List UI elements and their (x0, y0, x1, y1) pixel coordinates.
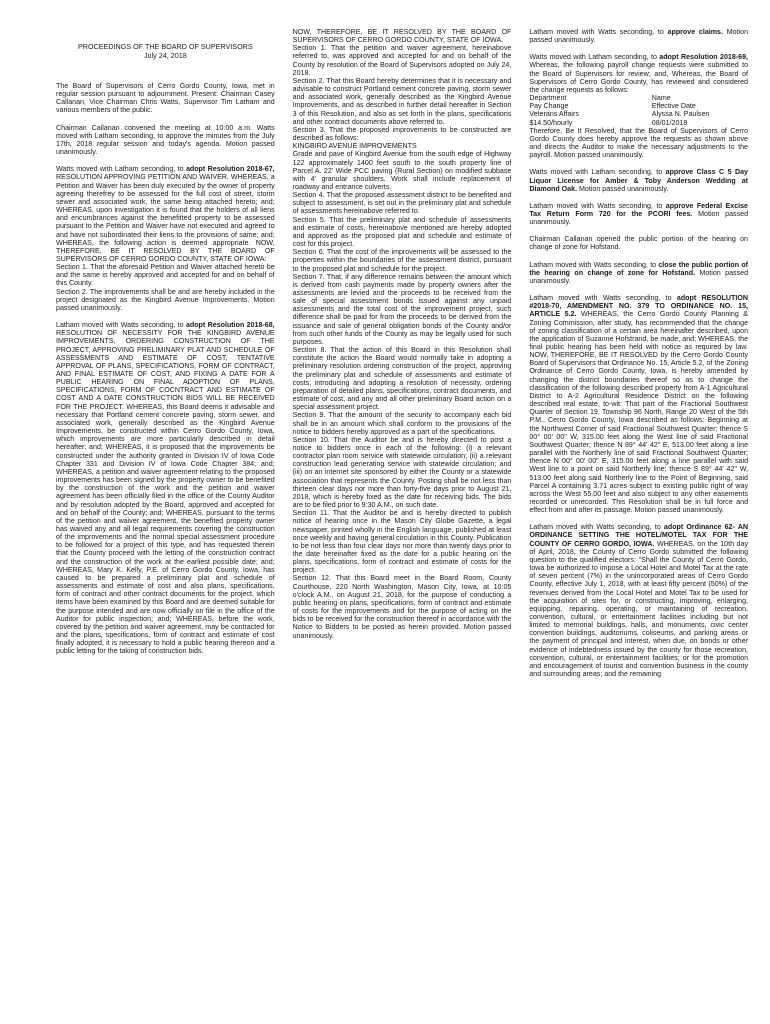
excise-tax-title: approve Federal Excise Tax Return Form 720 for the PCORI fees. (529, 201, 748, 218)
payroll-cell: Name (651, 94, 671, 103)
header-title: PROCEEDINGS OF THE BOARD OF SUPERVISORS (78, 42, 253, 51)
resolution-2018-68-paragraph (56, 321, 275, 655)
section-3: Section 3. That the proposed improvements to be constructed are described as follows: (292, 125, 512, 143)
meeting-attendance-paragraph: The Board of Supervisors of Cerro Gordo County, Iowa, met in regular session pursuant to adjournment. Present: Chairman Casey Callanan, Vice Chairman Chris Watts, Supervisor Tim Latham and various members of the public. (56, 82, 275, 115)
section-11: Section 11. That the Auditor be and is hereby directed to publish notice of hearing once in the Mason City Globe Gazette, a legal newspaper, printed wholly in the English language, published at least once weekly and having general circulation in this County. Publication to be not less than four clear days nor more than twenty days prior to the date hereinafter fixed as the date for a public hearing on the plans, specifications, form of contract and estimate of costs for the project. (292, 509, 512, 575)
resolved-clause: NOW, THEREFORE, BE IT RESOLVED BY THE BOARD OF SUPERVISORS OF CERRO GORDO COUNTY, STATE OF IOWA: (292, 28, 512, 45)
section-6: Section 6. That the cost of the improvements will be assessed to the properties within the boundaries of the assessment district, pursuant to the proposed plat and schedule for the project. (292, 248, 512, 273)
claims-result: Motion passed unanimously. (529, 28, 749, 45)
liquor-license-title: approve Class C 5 Day Liquor License for Amber & Toby Anderson Wedding at Diamond Oak. (529, 168, 749, 193)
motion-intro: Watts moved with Latham seconding, to (529, 53, 660, 62)
section-2: Section 2. That this Board hereby determines that it is necessary and advisable to construct Portland cement concrete paving, storm sewer and associated work, generally described as the Kingbird Avenue Improvements, and as described in further detail hereafter in Section 3 of this Resolution, and also as set forth in the plans, specifications and other contract documents above referred to. (292, 76, 512, 126)
resolution-2018-67-body: RESOLUTION APPROVING PETITION AND WAIVER. WHEREAS, a Petition and Waiver has been duly executed by the owner of property agreeing therefrey to be assessed for the full cost of street, storm sewer and associated work, the same being attached hereto; and; WHEREAS, upon investigation it is found that the holders of all liens and encumbrances against the benefitted property to be assessed pursuant to the Petition and Waiver have not executed and agreed to and have not subordinated their liens to the provisions of same; and; WHEREAS, the following action is deemed appropriate. NOW, THEREFORE, BE IT RESOLVED BY THE BOARD OF SUPERVISORS OF CERRO GORDO COUNTY, STATE OF IOWA: (56, 173, 275, 263)
claims-title: approve claims. (667, 28, 723, 36)
resolution-2018-68-body: RESOLUTION OF NECESSITY FOR THE KINGBIRD AVENUE IMPROVEMENTS, ORDERING CONSTRUCTION OF THE PROJECT, APPROVING PRELIMINARY PLAT AND SCHEDULE OF ASSESSMENTS AND ESTIMATE OF COST, TENTATIVE APPROVAL OF PLANS, SPECIFICATIONS, FORM OF CONTRACT, AND FINAL ESTIMATE OF COST, AND FIXING A DATE FOR A PUBLIC HEARING ON FINAL ADOPTION OF PLANS, SPECIFICATIONS, FORM OF COCNTRACT AND ESTIMATE OF COST AND A DATE CONSTRUCTION BIDS WILL BE RECEIVED FOR THE PROJECT. WHEREAS, this Board deems it advisable and necessary that Portland cement concrete paving, storm sewer, and associated work, generally described as the Kingbird Avenue Improvements, be constructed within Cerro Gordo County, Iowa, which improvements are more particularly described in detail hereafter; and; WHEREAS, it is proposed that the improvements be constructed under the authority granted in Division IV of Iowa Code Chapter 331 and Division IV of Iowa Code Chapter 384; and; WHEREAS, a petition and waiver agreement relating to the proposed improvements has been signed by the property owner to be benefited by the construction of the work and the petition and waiver agreement has been officially filed in the office of the County Auditor and by resolution adopted by the Board, approved and accepted for and on behalf of the County; and; WHEREAS, pursuant to the terms of the petition and waiver agreement, the benefited property owner has waived any and all legal requirements covering the construction of the improvements and the normal special assessment procedure to be followed for a project of this type, and has requested therein that the County proceed with the letting of the construction contract and the construction of the work at the earliest possible date; and; WHEREAS, Mary K. Kelly, P.E. of Cerro Gordo County, Iowa, has caused to be prepared a preliminary plat and schedule of assessments and estimate of cost and also plans, specifications, form of contract and other contract documents for the project, which items have been examined by this Board and are deemed suitable for the purpose intended and are now officially on file in the office of the Auditor for public inspection; and; WHEREAS, before the work, covered by the petition and waiver agreement, may be contracted for and the plans, specifications, form of contract and estimate of cost finally adopted, it is necessary to hold a public hearing thereon and a public letting for the taking of construction bids. (56, 329, 275, 656)
payroll-cell: Department (529, 94, 567, 103)
payroll-row (529, 102, 748, 110)
section-7: Section 7. That, if any difference remains between the amount which is derived from cash payments made by property owners after the assessments are levied and the proceeds to be received from the sale of special assessment bonds issued against any unpaid assessments and the total cost of the improvement project, such difference shall be paid for from the proceeds to be derived from the issuance and sale of general obligation bonds of the County and/or from such other funds of the County as may be legally used for such purposes. (292, 272, 512, 346)
payroll-row (529, 110, 748, 118)
resolution-2018-67-section-2: Section 2. The improvements shall be and are hereby included in the project designated as the Kingbird Avenue Improvements. Motion passed unanimously. (56, 287, 275, 312)
minutes-approval-paragraph: Chairman Callanan convened the meeting at 10:00 a.m. Watts moved with Latham seconding, to approve the minutes from the July 17th, 2018 regular session and today's agenda. Motion passed unanimously. (56, 123, 275, 157)
payroll-row (529, 94, 748, 102)
resolution-2018-69-block (529, 53, 748, 159)
motion-intro: Latham moved with Watts seconding, to (529, 294, 677, 303)
resolution-2018-67-section-1: Section 1. That the aforesaid Petition and Waiver attached hereto be and the same is hereby approved and accepted for and on behalf of this County. (56, 263, 275, 288)
resolution-2018-69-conclusion: Therefore, Be It Resolved, that the Board of Supervisors of Cerro Gordo County does hereby approve the requests as shown above and directs the Auditor to make the necessary adjustments to the payroll. Motion passed unanimously. (529, 126, 749, 160)
resolution-2018-67-text (56, 165, 275, 263)
hearing-opened-paragraph: Chairman Callanan opened the public portion of the hearing on change of zone for Hofstand. (529, 235, 749, 252)
resolution-2018-70-paragraph (529, 294, 748, 514)
section-12: Section 12. That this Board meet in the Board Room, County Courthouse, 220 North Washington, Mason City, Iowa, at 10:05 o'clock A.M., on August 21, 2018, for the purpose of conducting a public hearing on plans, specifications, form of contract and estimate of costs for the improvements and for the purpose of acting on the bids to be received for the construction thereof in accordance with the Notice to Bidders to be posted as herein provided. Motion passed unanimously. (292, 574, 512, 640)
liquor-license-result: Motion passed unanimously. (577, 184, 669, 193)
section-10: Section 10. That the Auditor be and is hereby directed to post a notice to bidders once in each of the following: (i) a relevant contractor plan room service with statewide circulation; (ii) a relevant construction lead generating service with statewide circulation; and (iii) on an internet site sponsored by either the County or a statewide association that represents the County. Posting shall be not less than thirteen clear days nor more than forty-five days prior to August 21, 2018, which is hereby fixed as the date for receiving bids. The bids are to be filed prior to 9:30 A.M., on such date. (292, 435, 512, 510)
ordinance-62-paragraph (529, 523, 748, 678)
excise-tax-motion (529, 202, 748, 226)
payroll-cell: Alyssa N. Paulsen (651, 110, 710, 119)
hearing-closed-result: Motion passed unanimously. (529, 268, 749, 285)
header-date: July 24, 2018 (143, 51, 187, 60)
motion-intro: Latham moved with Watts seconding, to (56, 321, 186, 330)
motion-intro: Latham moved with Watts seconding, to (529, 260, 659, 269)
section-4: Section 4. That the proposed assessment district to be benefited and subject to assessment, is set out in the preliminary plat and schedule of assessments hereinabove referred to. (292, 191, 512, 216)
motion-intro: Latham moved with Watts seconding, to (529, 201, 666, 210)
hearing-closed-motion (529, 261, 748, 285)
ordinance-62-title: adopt Ordinance 62- AN ORDINANCE SETTING THE HOTEL/MOTEL TAX FOR THE COUNTY OF CERRO GORDO, IOWA. (529, 523, 749, 548)
section-8: Section 8. That the action of this Board in this Resolution shall constitute the action the Board would normally take in adopting a preliminary resolution ordering construction of the project, approving the preliminary plat and schedule of assessments and estimate of costs, introducing and adopting a resolution of necessity, ordering preparation of detailed plans, specifications, contract documents, and estimate of cost, and any and all other preliminary Board action on a special assessment project. (292, 346, 512, 412)
claims-motion (529, 28, 748, 44)
section-3-description: Grade and pave of Kingbird Avenue from the south edge of Highway 122 approximately 1400 feet south to the south property line of Parcel A. 22' Wide PCC paving (Rural Section) on modified subbase with 4' granular shoulders. Work shall include replacement of roadway and entrance culverts. (292, 150, 512, 191)
ordinance-62-body: WHEREAS, on the 10th day of April, 2018, the County of Cerro Gordo submitted the following question to the qualified electors: "Shall the County of Cerro Gordo, Iowa be authorized to impose a Local Hotel and Motel Tax at the rate of seven percent (7%) in the unincorporated areas of Cerro Gordo County, effective July 1, 2018, with at least fifty percent (50%) of the revenues derived from the Local Hotel and Motel Tax to be used for the acquisition of sites for, or constructing, improving, enlarging, equipping, repairing, operating, or maintaining of recreation, convention, cultural, or entertainment facilities including but not limited to memorial buildings, halls, and monuments, civic center convention buildings, auditoriums, coliseums, and parking areas or the payment of principal and interest, when due, on bonds or other evidence of indebtedness issued by the county for those recreation, convention, cultural, or entertainment facilities; or for the promotion and encouragement of tourist and convention business in the county and surrounding areas; and the remaining (529, 539, 749, 679)
column-3 (529, 28, 748, 1024)
payroll-cell: Pay Change (529, 102, 569, 111)
column-2 (293, 28, 512, 1024)
resolution-2018-67-title: adopt Resolution 2018-67, (185, 165, 275, 174)
column-1 (56, 28, 275, 1024)
resolution-2018-69-text (529, 53, 748, 94)
resolution-2018-69-title: adopt Resolution 2018-69, (659, 53, 749, 62)
proceedings-header (56, 42, 275, 60)
resolution-2018-68-title: adopt Resolution 2018-68, (185, 321, 275, 330)
payroll-cell: $14.50/hourly (529, 118, 573, 127)
section-1: Section 1. That the petition and waiver agreement, hereinabove referred to, was approved and accepted for and on behalf of the County by resolution of the Board of Supervisors adopted on July 24, 2018. (292, 44, 512, 77)
motion-intro: Latham moved with Watts seconding, to (529, 28, 668, 36)
payroll-row (529, 119, 748, 127)
hearing-closed-title: close the public portion of the hearing on change of zone for Hofstand. (529, 260, 749, 277)
resolution-2018-69-body: Whereas, the following payroll change requests were submitted to the Board of Supervisors for review; and, Whereas, the Board of Supervisors of Cerro Gordo County, has reviewed and considered the change requests as follows: (529, 61, 749, 94)
excise-tax-result: Motion passed unanimously. (529, 209, 749, 227)
motion-intro: Latham moved with Watts seconding, to (529, 523, 664, 532)
motion-intro: Watts moved with Latham seconding, to (529, 168, 666, 177)
motion-intro: Watts moved with Latham seconding, to (56, 165, 186, 174)
section-3-title: KINGBIRD AVENUE IMPROVEMENTS (292, 142, 417, 151)
resolution-2018-70-body: WHEREAS, the Cerro Gordo County Planning & Zoning Commission, after study, has recommended that the change of zoning classification of a certain area hereinafter described, upon the application of Suzanne Hofstrand, be made, and; WHEREAS, the final public hearing has been held with notice as required by law. NOW, THEREFORE, BE IT RESOLVED by the Cerro Gordo County Board of Supervisors that Ordinance No. 15, Article 5.2, of the Zoning Ordinance of Cerro Gordo County, Iowa, is hereby amended by changing the district boundaries thereof so as to change the classification of the following described property from A-1 Agricultural District to A-2 Agricultural Residence District on the following described real estate, to-wit: That part of the Fractional Southwest Quarter of Section 19, Township 96 North, Range 20 West of the 5th P.M., Cerro Gordo County, Iowa described as follows: Beginning at the Northwest Corner of said Fractional Southwest Quarter; thence S 00° 00' 00" W, 315.00 feet along the West line of said Fractional Southwest Quarter; thence N 89° 44' 42" E, 513.00 feet along a line parallel with the Northerly line of said Fractional Southwest Quarter; thence N 00° 00' 00" E, 315.00 feet along a line parallel with said West line to a point on said Northerly line; thence S 89° 44' 42" W, 513.00 feet along said Northerly line to the Point of Beginning, said Parcel A containing 3.71 acres subject to existing public right of way across the West 55.00 feet and also subject to any other easements recorded or unrecorded. This Resolution shall be in full force and effect from and after its passage. Motion passed unanimously. (529, 310, 749, 515)
payroll-cell: 08/01/2018 (651, 118, 688, 127)
resolution-2018-67-block (56, 165, 275, 312)
payroll-table (529, 94, 748, 127)
resolution-2018-70-title: adopt RESOLUTION #2018-70, AMENDMENT NO. 379 TO ORDINANCE NO. 15, ARTICLE 5.2. (529, 294, 749, 319)
payroll-cell: Effective Date (651, 102, 696, 111)
payroll-cell: Veterans Affairs (529, 110, 579, 119)
liquor-license-motion (529, 168, 748, 192)
section-9: Section 9. That the amount of the security to accompany each bid shall be in an amount which shall conform to the provisions of the notice to bidders hereby approved as a part of the specifications. (292, 411, 512, 436)
section-5: Section 5. That the preliminary plat and schedule of assessments and estimate of costs, hereinabove mentioned are hereby adopted and approved as the proposed plat and schedule and estimate of cost for this project. (292, 215, 512, 249)
